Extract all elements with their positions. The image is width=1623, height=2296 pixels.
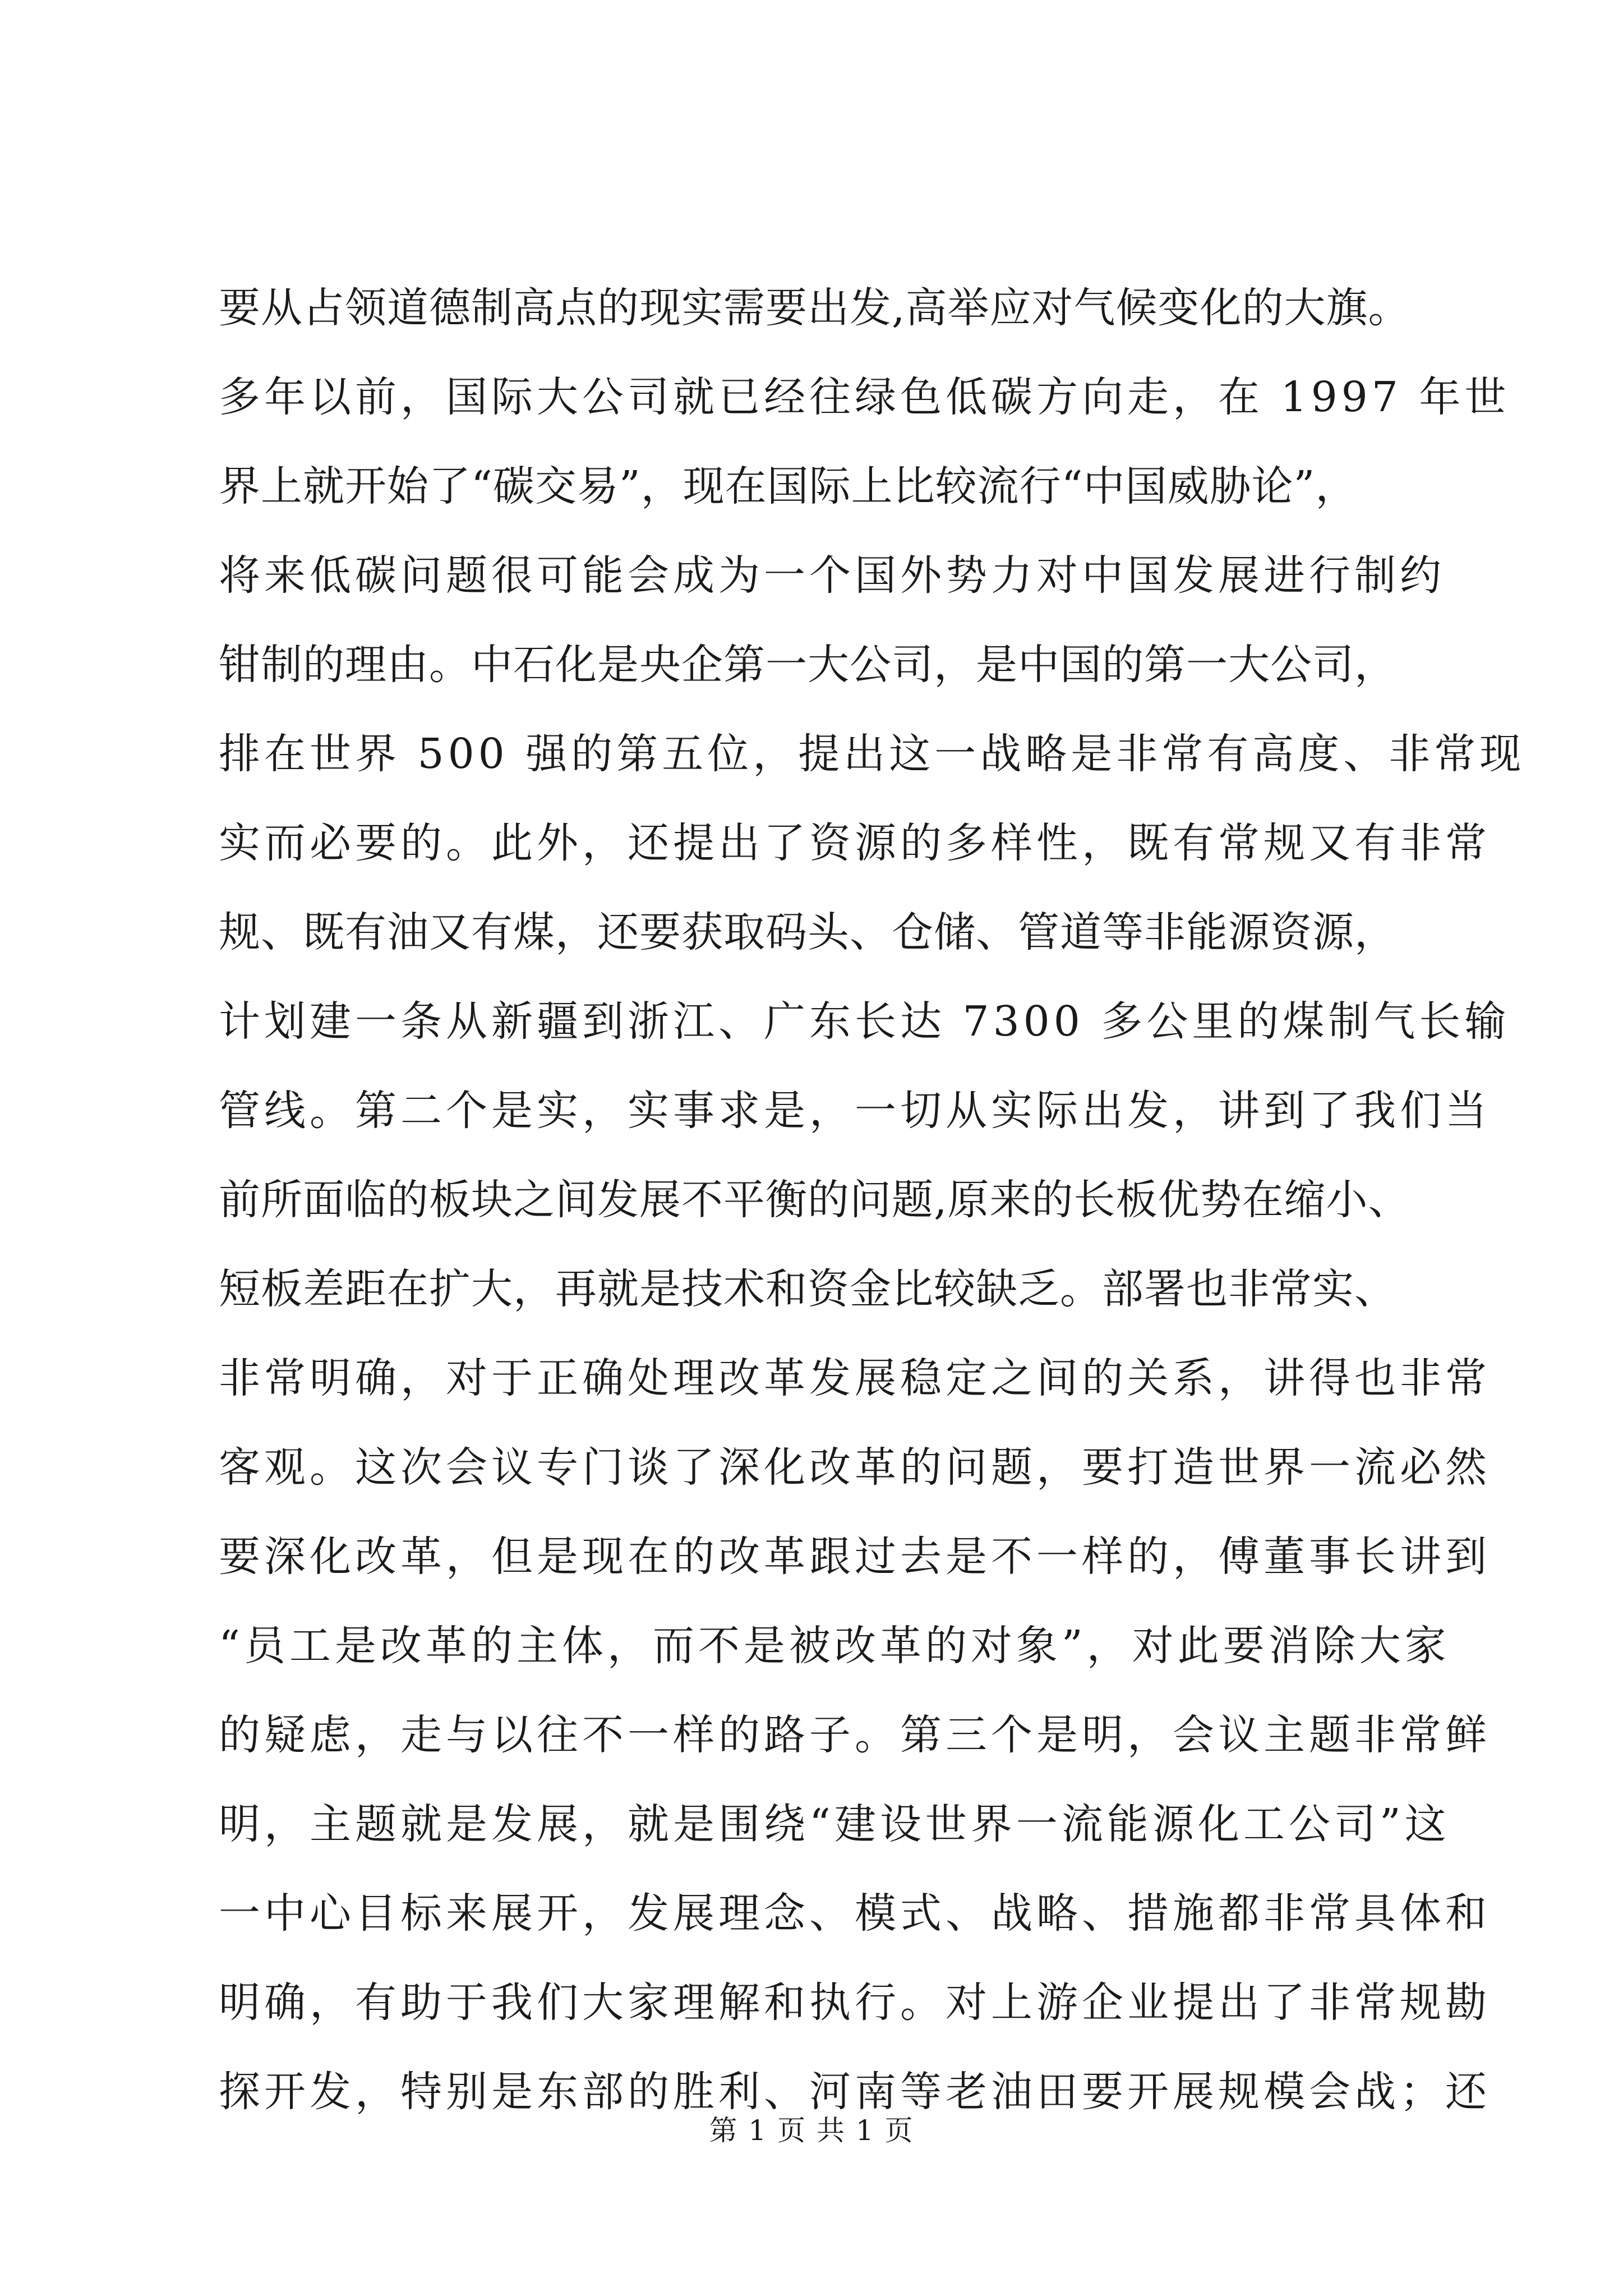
text-line: 计划建一条从新疆到浙江、广东长达 7300 多公里的煤制气长输	[219, 997, 1510, 1046]
text-line: 要深化改革，但是现在的改革跟过去是不一样的，傅董事长讲到	[219, 1533, 1491, 1581]
text-line: 非常明确，对于正确处理改革发展稳定之间的关系，讲得也非常	[219, 1354, 1491, 1402]
text-line: 的疑虑，走与以往不一样的路子。第三个是明，会议主题非常鲜	[219, 1711, 1491, 1759]
text-line: 钳制的理由。中石化是央企第一大公司，是中国的第一大公司，	[219, 641, 1396, 689]
text-line: 界上就开始了“碳交易”，现在国际上比较流行“中国威胁论”，	[219, 462, 1358, 510]
text-line: 规、既有油又有煤，还要获取码头、仓储、管道等非能源资源，	[219, 908, 1396, 956]
text-line: 排在世界 500 强的第五位，提出这一战略是非常有高度、非常现	[219, 730, 1525, 778]
text-line: 实而必要的。此外，还提出了资源的多样性，既有常规又有非常	[219, 819, 1491, 867]
text-line: 客观。这次会议专门谈了深化改革的问题，要打造世界一流必然	[219, 1443, 1491, 1492]
text-line: 一中心目标来展开，发展理念、模式、战略、措施都非常具体和	[219, 1889, 1491, 1938]
text-line: “员工是改革的主体，而不是被改革的对象”，对此要消除大家	[219, 1622, 1450, 1670]
text-line: 明，主题就是发展，就是围绕“建设世界一流能源化工公司”这	[219, 1800, 1450, 1848]
text-line: 管线。第二个是实，实事求是，一切从实际出发，讲到了我们当	[219, 1087, 1491, 1135]
page-footer	[0, 2114, 1623, 2147]
text-line: 明确，有助于我们大家理解和执行。对上游企业提出了非常规勘	[219, 1978, 1491, 2027]
text-line: 探开发，特别是东部的胜利、河南等老油田要开展规模会战；还	[219, 2068, 1491, 2116]
text-line: 前所面临的板块之间发展不平衡的问题,原来的长板优势在缩小、	[219, 1176, 1410, 1224]
text-line: 要从占领道德制高点的现实需要出发,高举应对气候变化的大旗。	[219, 284, 1410, 332]
text-line: 短板差距在扩大，再就是技术和资金比较缺乏。部署也非常实、	[219, 1265, 1396, 1313]
body-text	[219, 264, 1525, 2137]
text-line: 将来低碳问题很可能会成为一个国外势力对中国发展进行制约	[219, 551, 1445, 600]
text-line: 多年以前，国际大公司就已经往绿色低碳方向走，在 1997 年世	[219, 373, 1510, 421]
page-number-label: 第 1 页 共 1 页	[709, 2114, 914, 2147]
